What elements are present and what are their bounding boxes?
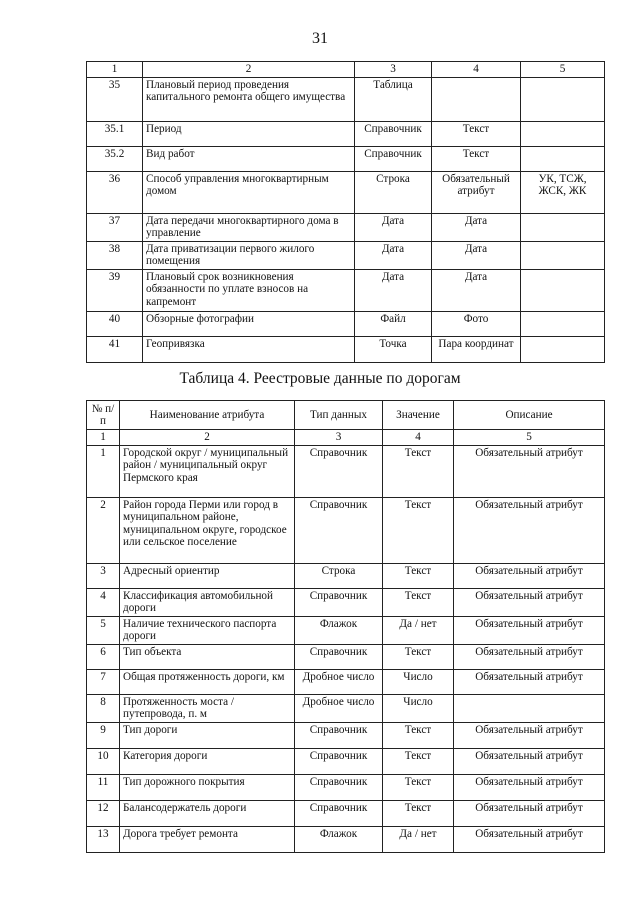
cell-name: Протяженность моста / путепровода, п. м (120, 694, 295, 722)
column-number: 1 (87, 62, 143, 78)
cell-name: Классификация автомобильной дороги (120, 588, 295, 616)
cell-type: Справочник (355, 121, 432, 146)
column-number: 5 (521, 62, 605, 78)
cell-num: 40 (87, 311, 143, 336)
cell-value: Дата (432, 241, 521, 269)
cell-value: Да / нет (383, 616, 454, 644)
cell-desc: УК, ТСЖ, ЖСК, ЖК (521, 171, 605, 213)
cell-type: Справочник (295, 774, 383, 800)
header-desc: Описание (454, 401, 605, 430)
cell-name: Дорога требует ремонта (120, 826, 295, 852)
cell-desc: Обязательный атрибут (454, 669, 605, 694)
cell-value: Текст (383, 644, 454, 669)
cell-desc (521, 269, 605, 311)
cell-num: 12 (87, 800, 120, 826)
cell-num: 39 (87, 269, 143, 311)
road-registry-table (86, 400, 605, 853)
cell-value: Текст (383, 563, 454, 588)
cell-desc: Обязательный атрибут (454, 588, 605, 616)
table-caption: Таблица 4. Реестровые данные по дорогам (179, 370, 461, 387)
table-row (87, 311, 605, 336)
column-number-row (87, 430, 605, 446)
cell-value: Дата (432, 213, 521, 241)
table-row (87, 146, 605, 171)
column-number: 2 (120, 430, 295, 446)
cell-desc: Обязательный атрибут (454, 616, 605, 644)
cell-type: Дата (355, 241, 432, 269)
cell-name: Период (143, 121, 355, 146)
cell-name: Тип дороги (120, 722, 295, 748)
cell-num: 7 (87, 669, 120, 694)
table-row (87, 774, 605, 800)
cell-num: 6 (87, 644, 120, 669)
cell-type: Строка (355, 171, 432, 213)
cell-num: 8 (87, 694, 120, 722)
cell-num: 1 (87, 445, 120, 497)
cell-value: Число (383, 669, 454, 694)
cell-desc (521, 241, 605, 269)
cell-value: Текст (432, 121, 521, 146)
cell-name: Городской округ / муниципальный район / муниципальный округ Пермского края (120, 445, 295, 497)
cell-num: 11 (87, 774, 120, 800)
cell-value: Текст (383, 774, 454, 800)
cell-num: 5 (87, 616, 120, 644)
table-row (87, 826, 605, 852)
cell-desc (521, 77, 605, 121)
table-row (87, 269, 605, 311)
cell-type: Справочник (355, 146, 432, 171)
table-row (87, 171, 605, 213)
table-row (87, 77, 605, 121)
cell-num: 9 (87, 722, 120, 748)
cell-value: Текст (383, 497, 454, 563)
cell-desc: Обязательный атрибут (454, 563, 605, 588)
cell-type: Дробное число (295, 669, 383, 694)
cell-num: 10 (87, 748, 120, 774)
table-row (87, 497, 605, 563)
cell-name: Район города Перми или город в муниципальном районе, муниципальном округе, городское или сельское поселение (120, 497, 295, 563)
cell-desc: Обязательный атрибут (454, 748, 605, 774)
cell-name: Геопривязка (143, 336, 355, 362)
cell-desc (521, 213, 605, 241)
cell-type: Дробное число (295, 694, 383, 722)
cell-num: 35.2 (87, 146, 143, 171)
cell-value: Фото (432, 311, 521, 336)
cell-type: Строка (295, 563, 383, 588)
cell-type: Справочник (295, 748, 383, 774)
cell-name: Тип объекта (120, 644, 295, 669)
cell-num: 41 (87, 336, 143, 362)
cell-desc (521, 311, 605, 336)
cell-name: Адресный ориентир (120, 563, 295, 588)
page-number: 31 (312, 30, 328, 47)
column-number: 5 (454, 430, 605, 446)
table-row (87, 563, 605, 588)
cell-desc: Обязательный атрибут (454, 826, 605, 852)
road-table-header (87, 401, 605, 430)
table-row (87, 669, 605, 694)
table-row (87, 694, 605, 722)
column-number: 4 (383, 430, 454, 446)
cell-type: Таблица (355, 77, 432, 121)
header-name: Наименование атрибута (120, 401, 295, 430)
cell-value: Пара координат (432, 336, 521, 362)
table-row (87, 748, 605, 774)
column-number-row (87, 62, 605, 78)
column-number: 1 (87, 430, 120, 446)
cell-type: Дата (355, 213, 432, 241)
cell-name: Тип дорожного покрытия (120, 774, 295, 800)
header-row (87, 401, 605, 430)
cell-type: Справочник (295, 497, 383, 563)
cell-type: Точка (355, 336, 432, 362)
cell-value (432, 77, 521, 121)
table-row (87, 121, 605, 146)
header-num: № п/п (87, 401, 120, 430)
attributes-table-body (87, 62, 605, 363)
cell-desc (454, 694, 605, 722)
cell-type: Флажок (295, 826, 383, 852)
cell-name: Общая протяженность дороги, км (120, 669, 295, 694)
cell-value: Обязательный атрибут (432, 171, 521, 213)
header-value: Значение (383, 401, 454, 430)
table-row (87, 800, 605, 826)
cell-name: Наличие технического паспорта дороги (120, 616, 295, 644)
cell-num: 35 (87, 77, 143, 121)
cell-name: Дата передачи многоквартирного дома в управление (143, 213, 355, 241)
column-number: 4 (432, 62, 521, 78)
table-row (87, 588, 605, 616)
cell-type: Файл (355, 311, 432, 336)
cell-desc (521, 146, 605, 171)
attributes-table-continued (86, 61, 605, 363)
table-row (87, 213, 605, 241)
cell-desc: Обязательный атрибут (454, 644, 605, 669)
cell-type: Флажок (295, 616, 383, 644)
cell-type: Справочник (295, 588, 383, 616)
cell-num: 4 (87, 588, 120, 616)
cell-name: Балансодержатель дороги (120, 800, 295, 826)
cell-value: Да / нет (383, 826, 454, 852)
cell-num: 2 (87, 497, 120, 563)
cell-type: Справочник (295, 722, 383, 748)
cell-desc (521, 121, 605, 146)
cell-desc: Обязательный атрибут (454, 774, 605, 800)
cell-num: 38 (87, 241, 143, 269)
cell-num: 36 (87, 171, 143, 213)
cell-desc: Обязательный атрибут (454, 445, 605, 497)
cell-name: Вид работ (143, 146, 355, 171)
cell-desc: Обязательный атрибут (454, 497, 605, 563)
cell-num: 13 (87, 826, 120, 852)
header-type: Тип данных (295, 401, 383, 430)
cell-num: 37 (87, 213, 143, 241)
cell-name: Обзорные фотографии (143, 311, 355, 336)
table-row (87, 336, 605, 362)
cell-value: Текст (383, 800, 454, 826)
cell-name: Категория дороги (120, 748, 295, 774)
cell-type: Справочник (295, 800, 383, 826)
cell-value: Текст (383, 445, 454, 497)
cell-value: Текст (383, 748, 454, 774)
cell-desc: Обязательный атрибут (454, 722, 605, 748)
column-number: 2 (143, 62, 355, 78)
table-row (87, 241, 605, 269)
cell-name: Способ управления многоквартирным домом (143, 171, 355, 213)
cell-value: Текст (383, 588, 454, 616)
table-row (87, 616, 605, 644)
table-row (87, 445, 605, 497)
table-row (87, 722, 605, 748)
cell-value: Дата (432, 269, 521, 311)
cell-num: 3 (87, 563, 120, 588)
column-number: 3 (355, 62, 432, 78)
column-number: 3 (295, 430, 383, 446)
table-row (87, 644, 605, 669)
cell-value: Текст (432, 146, 521, 171)
cell-desc: Обязательный атрибут (454, 800, 605, 826)
cell-value: Текст (383, 722, 454, 748)
cell-name: Плановый срок возникновения обязанности по уплате взносов на капремонт (143, 269, 355, 311)
cell-type: Справочник (295, 644, 383, 669)
cell-num: 35.1 (87, 121, 143, 146)
cell-name: Дата приватизации первого жилого помещения (143, 241, 355, 269)
cell-desc (521, 336, 605, 362)
road-table-body (87, 430, 605, 853)
cell-type: Дата (355, 269, 432, 311)
cell-value: Число (383, 694, 454, 722)
cell-type: Справочник (295, 445, 383, 497)
cell-name: Плановый период проведения капитального ремонта общего имущества (143, 77, 355, 121)
